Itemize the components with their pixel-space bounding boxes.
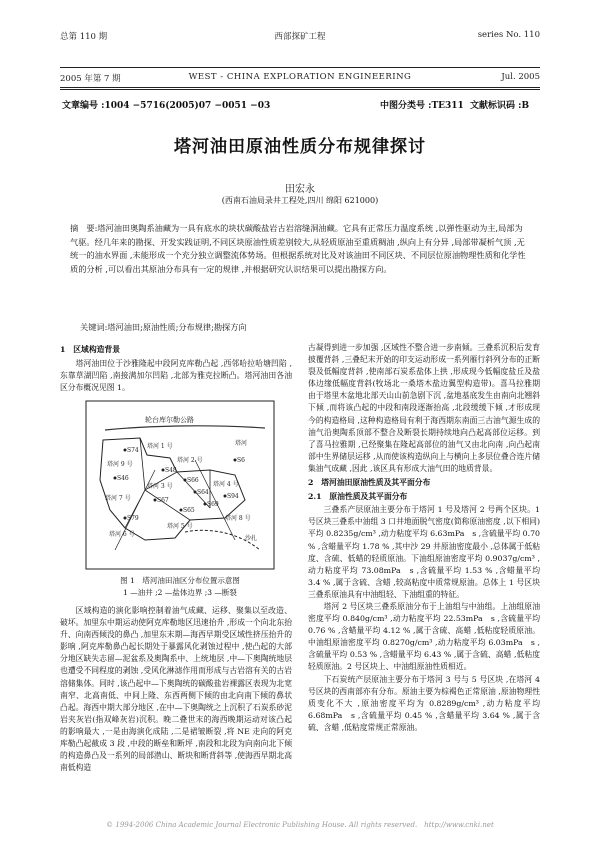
area-label: 塔河 bbox=[235, 440, 248, 447]
area-label: 沙扎 bbox=[245, 535, 258, 542]
header-rule-bottom bbox=[60, 87, 540, 88]
figure-caption-title: 图 1 塔河油田油区分布位置示意图 bbox=[120, 576, 240, 585]
well-label: S69 bbox=[207, 501, 219, 508]
block-label: 塔河 3 号 bbox=[147, 483, 173, 490]
left-column-bottom bbox=[60, 605, 292, 774]
journal-name: 西部探矿工程 bbox=[274, 32, 326, 42]
well-label: S46 bbox=[117, 475, 129, 482]
issue-date-english: Jul. 2005 bbox=[501, 72, 540, 82]
right-column bbox=[308, 342, 540, 734]
well-label: S67 bbox=[157, 497, 169, 504]
header-rule-top bbox=[60, 67, 540, 68]
section-heading-1: 1 区域构造背景 bbox=[60, 345, 121, 354]
well-label: S74 bbox=[127, 447, 139, 454]
oilfield-map bbox=[85, 400, 275, 570]
figure-caption-legend: 1 —油井 ;2 —盐体边界 ;3 —断裂 bbox=[123, 588, 237, 597]
block-label: 塔河 1 号 bbox=[147, 443, 173, 450]
section-heading-2: 2 塔河油田原油性质及其平面分布 bbox=[308, 478, 431, 488]
well-label: S65 bbox=[183, 507, 195, 514]
block-label: 塔河 9 号 bbox=[107, 461, 133, 468]
block-label: 塔河 2 号 bbox=[177, 457, 203, 464]
paragraph: 塔河 2 号区块三叠系原油分布于上油组与中油组。上油组原油密度平均 0.840g/cm³ ,动力粘度平均 22.53mPa s ,含硫量平均 0.76 % ,含蜡量平均 4.12 % ,属于含硫、高蜡 ,低粘度轻质原油。中油组原油密度平均 0.8270g/cm³ ,动力粘度平均 6.03mPa s ,含硫量平均 0.53 % ,含蜡量平均 6.43 % ,属于含硫、高蜡 ,低粘度轻质原油。2 号区块上、中油组原油性质相近。 bbox=[308, 601, 540, 672]
well-label: S79 bbox=[127, 515, 139, 522]
well-label: S48 bbox=[165, 467, 177, 474]
figure-1 bbox=[85, 400, 275, 570]
left-column-top bbox=[60, 342, 292, 394]
paragraph: 下石炭统产层原油主要分布于塔河 3 号与 5 号区块 ,在塔河 4 号区块的西南部亦有分布。原油主要为棕褐色正常原油 ,原油物理性质变化不大 ,原油密度平均为 0.8289g/cm³ ,动力粘度平均 6.68mPa s ,含硫量平均 0.45 % ,含蜡量平均 3.64 % ,属于含硫、含蜡 ,低粘度常规正常原油。 bbox=[308, 674, 540, 732]
journal-english-name: WEST - CHINA EXPLORATION ENGINEERING bbox=[188, 72, 412, 82]
paragraph: 区域构造的演化影响控制着油气成藏、运移、聚集以至改造、破坏。加里东中期运动使阿克库勒地区迅速抬升 ,形成一个向北东抬升、向南西倾没的鼻凸 ,加里东末期—海西早期受区域性挤压抬升的影响 ,阿克库勒鼻凸起长期处于暴露风化剥蚀过程中 ,使凸起的大部分地区缺失志留—泥盆系及奥陶系中、上统地层 ,中—下奥陶统地层也遭受不同程度的剥蚀 ,受风化淋滤作用而形成与古岩溶有关的古岩溶储集体。同时 ,该凸起中—下奥陶统的碳酸盐岩裸露区表现为北宽南窄、北高南低、中间上隆、东西两侧下倾的由北向南下倾的鼻状凸起。海西中期大部分地区 ,在中—下奥陶统之上沉积了石炭系砂泥岩夹灰岩(指双峰灰岩)沉积。晚二叠世末的海西晚期运动对该凸起的影响最大 ,一是由海演化成陆 ,二是裙皱断裂 ,将 NE 走向的阿克库勒凸起截成 3 段 ,中段的断垒和断坪 ,南段和北段为向南向北下倾的构造鼻凸及一系列的局部潜山、断块和断背斜等 ,使海西早期北高南低构造 bbox=[60, 606, 292, 773]
well-label: S94 bbox=[227, 493, 239, 500]
document-code: 文献标识码 :B bbox=[470, 101, 530, 111]
paragraph: 塔河油田位于沙雅隆起中段阿克库勒凸起 ,西邻哈拉哈塘凹陷 ,东靠草湖凹陷 ,南接满加尔凹陷 ,北部为雅克拉断凸。塔河油田各油区分布概况见图 1。 bbox=[60, 359, 292, 393]
keywords: 关键词:塔河油田;原油性质;分布规律;勘探方向 bbox=[80, 322, 247, 332]
abstract: 摘 要:塔河油田奥陶系油藏为一具有底水的块状碳酸盐岩古岩溶缝洞油藏。它具有正常压力温度系统 ,以弹性驱动为主,局部为气驱。经几年来的勘探、开发实践证明,不同区块原油性质差别较大,从轻质原油至重质稠油 ,纵向上有分异 ,局部带凝析气顶 ,无统一的油水界面 ,未能形成一个充分独立调整流体势场。但根据系统对比及对该油田不同区块、不同层位原油物理性质和化学性质的分析 ,可以看出其原油分布具有一定的规律 ,并根据研究认识结果可以提出勘探方向。 bbox=[70, 223, 526, 274]
issue-number: 总第 110 期 bbox=[60, 32, 108, 42]
block-label: 塔河 6 号 bbox=[109, 531, 135, 538]
paragraph: 古凝得到进一步加强 ,区域性不整合进一步南倾。三叠系沉积后发育披覆背斜 ,三叠纪末开始的印支运动形成一系列雁行斜列分布的正断裂及低幅度背斜 ,使南部石炭系盐体上拱 ,形成现今低幅度盐丘及盐体边缘低幅度背斜(牧场北一桑塔木盐边翼型构造带)。喜马拉雅期由于塔里木盆地北部天山山前急剧下沉 ,盆地基底发生由南向北翘斜下倾 ,而将该凸起的中段和南段逐渐抬高 ,北段缓缓下倾 ,才形成现今的构造格局 ,这种构造格局有利于海西期东南面三古油气源生成的油气沿奥陶系顶部不整合及断裂长期持续地向凸起高部位运移。到了喜马拉雅期 ,已经聚集在隆起高部位的油气又由北向南 ,向凸起南部中生界储层运移 ,从而使该构造纵向上与横向上多层位叠合连片储集油气成藏 ,因此 ,该区具有形成大油气田的地质背景。 bbox=[308, 343, 540, 473]
class-number: 中图分类号 :TE311 bbox=[380, 101, 464, 111]
block-label: 塔河 4 号 bbox=[213, 481, 239, 488]
author: 田宏永 bbox=[285, 184, 315, 195]
block-label: 塔河 8 号 bbox=[225, 515, 251, 522]
well-label: S64 bbox=[197, 489, 209, 496]
page-title: 塔河油田原油性质分布规律探讨 bbox=[174, 137, 426, 157]
well-label: S66 bbox=[187, 477, 199, 484]
affiliation: (西南石油局录井工程处,四川 绵阳 621000) bbox=[221, 196, 379, 205]
paragraph: 三叠系产层原油主要分布于塔河 1 号及塔河 2 号两个区块。1 号区块三叠系中油组 3 口井地面脱气密度(简称原油密度 ,以下相同)平均 0.8235g/cm³ ,动力粘度平均 6.63mPa s ,含硫量平均 0.70 % ,含蜡量平均 1.78 % ,其中沙 29 井原油密度最小 ,总体属于低粘度、含硫、低蜡的轻质原油。下油组原油密度平均 0.9037g/cm³ ,动力粘度平均 73.08mPa s ,含硫量平均 1.53 % ,含蜡量平均 3.4 % ,属于含硫、含蜡 ,较高粘度中质常规原油。总体上 1 号区块三叠系原油具有中油组轻、下油组重的特征。 bbox=[308, 505, 540, 599]
series-number: series No. 110 bbox=[477, 30, 540, 40]
road-label: 轮台库尔勒公路 bbox=[145, 416, 194, 424]
block-label: 塔河 5 号 bbox=[167, 523, 193, 530]
issue-date: 2005 年第 7 期 bbox=[60, 74, 121, 84]
block-label: 塔河 7 号 bbox=[105, 495, 131, 502]
subsection-heading-2-1: 2.1 原油性质及其平面分布 bbox=[308, 492, 408, 502]
figure-caption bbox=[80, 575, 280, 599]
article-number: 文章编号 :1004 −5716(2005)07 −0051 −03 bbox=[62, 101, 271, 111]
copyright-footer: © 1994-2006 China Academic Journal Electronic Publishing House. All rights reserved. http://www.cnki.net bbox=[106, 821, 494, 829]
well-label: S6 bbox=[237, 457, 245, 464]
header-rule-bottom-2 bbox=[60, 89, 540, 90]
